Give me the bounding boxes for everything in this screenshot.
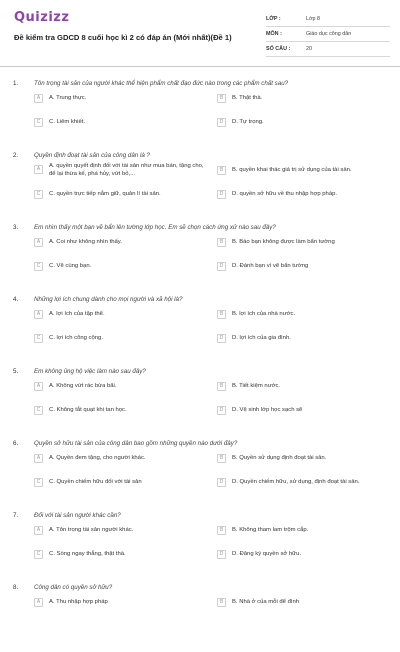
option-text: C. lợi ích công cộng. [49,335,103,341]
option-letter: B [217,310,226,319]
option-text: B. Thật thà. [232,95,263,101]
option-text: C. Sòng ngay thẳng, thật thà. [49,551,126,557]
question-number: 8. [13,584,19,591]
option-letter: C [34,334,43,343]
option-text: B. lợi ích của nhà nước. [232,311,296,317]
option-letter: A [34,94,43,103]
option-text: A. quyền quyết định đối với tài sản như mua bán, tặng cho, để lại thừa kế, phá hủy, vứt bỏ,... [49,163,204,177]
option-text: D. Quyền chiếm hữu, sử dụng, định đoạt tài sản. [232,479,360,485]
option-text: A. Coi như không nhìn thấy. [49,239,122,245]
option-text: B. Báo bạn không được làm bẩn tường [232,239,335,245]
question-text: Quyền định đoạt tài sản của công dân là ? [34,152,150,159]
option-text: C. Liêm khiết. [49,119,86,125]
option-a[interactable] [34,163,204,178]
option-a[interactable] [34,311,204,319]
option-letter: B [217,526,226,535]
option-text: A. Thu nhập hợp pháp [49,599,108,605]
option-a[interactable] [34,383,204,391]
option-text: B. Không tham lam trộm cắp. [232,527,309,533]
question [0,364,400,436]
info-row-class [266,12,390,27]
page-header [0,0,400,62]
question-number: 5. [13,368,19,375]
option-b[interactable] [217,599,387,607]
question-text: Em không ủng hộ việc làm nào sau đây? [34,368,146,375]
option-letter: B [217,382,226,391]
option-c[interactable] [34,551,204,559]
option-a[interactable] [34,95,204,103]
question-text: Những lợi ích chung dành cho mọi người và xã hội là? [34,296,183,303]
quizizz-logo: Quizizz [14,10,70,25]
info-value: Giáo dục công dân [306,31,352,37]
option-text: C. Vẽ cùng bạn. [49,263,92,269]
option-d[interactable] [217,479,387,487]
option-text: C. Quyền chiếm hữu đối với tài sản [49,479,142,485]
option-a[interactable] [34,239,204,247]
option-letter: D [217,478,226,487]
option-b[interactable] [217,239,387,247]
question [0,436,400,508]
info-row-subject [266,27,390,42]
option-letter: B [217,454,226,463]
question-number: 2. [13,152,19,159]
option-b[interactable] [217,527,387,535]
option-d[interactable] [217,119,387,127]
option-text: D. lợi ích của gia đình. [232,335,291,341]
question-text: Em nhìn thấy một bạn vẽ bẩn lên tường lớp học. Em sẽ chọn cách ứng xử nào sau đây? [34,224,276,231]
question-text: Công dân có quyền sở hữu? [34,584,113,591]
question-text: Đối với tài sản người khác cần? [34,512,121,519]
option-a[interactable] [34,599,204,607]
question [0,148,400,220]
option-letter: B [217,166,226,175]
option-text: D. Đăng ký quyền sở hữu. [232,551,302,557]
info-label: LỚP : [266,16,281,22]
option-text: A. Quyền đem tặng, cho người khác. [49,455,146,461]
option-a[interactable] [34,527,204,535]
question-number: 4. [13,296,19,303]
option-d[interactable] [217,407,387,415]
question [0,76,400,148]
option-c[interactable] [34,263,204,271]
option-text: C. Không tắt quạt khi tan học. [49,407,127,413]
option-d[interactable] [217,191,387,199]
option-c[interactable] [34,119,204,127]
option-text: A. Không vứt rác bừa bãi. [49,383,117,389]
option-letter: D [217,190,226,199]
info-label: MÔN : [266,31,282,37]
question-number: 7. [13,512,19,519]
option-letter: D [217,118,226,127]
question [0,292,400,364]
option-text: C. quyền trực tiếp nắm giữ, quản lí tài sản. [49,191,161,197]
option-c[interactable] [34,191,204,199]
option-letter: D [217,406,226,415]
option-letter: A [34,454,43,463]
info-value: 20 [306,46,312,52]
option-text: D. Vệ sinh lớp học sạch sẽ [232,407,303,413]
option-letter: D [217,334,226,343]
option-b[interactable] [217,167,387,175]
option-letter: A [34,526,43,535]
option-letter: B [217,598,226,607]
option-text: B. Nhà ở của mỗi để đình [232,599,300,605]
option-letter: C [34,478,43,487]
question [0,220,400,292]
document-title: Đề kiểm tra GDCD 8 cuối học kì 2 có đáp án (Mới nhất)(Đề 1) [14,33,232,42]
option-b[interactable] [217,311,387,319]
option-c[interactable] [34,479,204,487]
info-table [266,12,390,57]
question-number: 6. [13,440,19,447]
option-text: A. Tôn trọng tài sản người khác. [49,527,134,533]
option-text: B. Tiết kiệm nước. [232,383,281,389]
option-d[interactable] [217,263,387,271]
option-text: A. lợi ích của tập thể. [49,311,105,317]
option-letter: C [34,190,43,199]
option-d[interactable] [217,335,387,343]
option-a[interactable] [34,455,204,463]
option-b[interactable] [217,455,387,463]
option-letter: A [34,382,43,391]
option-text: D. quyền sở hữu về thu nhập hợp pháp. [232,191,338,197]
option-letter: B [217,238,226,247]
option-letter: B [217,94,226,103]
option-letter: A [34,598,43,607]
option-text: A. Trung thực. [49,95,87,101]
option-text: B. Quyền sử dụng định đoạt tài sản. [232,455,327,461]
question-text: Tôn trọng tài sản của người khác thể hiện phẩm chất đạo đức nào trong các phẩm chất sau? [34,80,289,87]
option-letter: A [34,238,43,247]
option-letter: C [34,550,43,559]
question-number: 3. [13,224,19,231]
header-divider [0,66,400,67]
question [0,508,400,580]
option-letter: D [217,262,226,271]
option-letter: A [34,165,43,174]
info-label: SỐ CÂU : [266,46,291,52]
option-c[interactable] [34,335,204,343]
info-row-count [266,42,390,57]
option-d[interactable] [217,551,387,559]
option-text: B. quyền khai thác giá trị sử dụng của tài sản. [232,167,352,173]
question-list [0,76,400,652]
option-letter: C [34,118,43,127]
option-letter: A [34,310,43,319]
question-number: 1. [13,80,19,87]
question-text: Quyền sở hữu tài sản của công dân bao gồm những quyền nào dưới đây? [34,440,238,447]
option-text: D. Đánh bạn vì vẽ bẩn tường [232,263,309,269]
option-b[interactable] [217,95,387,103]
option-letter: C [34,406,43,415]
option-b[interactable] [217,383,387,391]
option-letter: D [217,550,226,559]
question [0,580,400,652]
option-text: D. Tự trọng. [232,119,264,125]
option-letter: C [34,262,43,271]
option-c[interactable] [34,407,204,415]
info-value: Lớp 8 [306,16,321,22]
